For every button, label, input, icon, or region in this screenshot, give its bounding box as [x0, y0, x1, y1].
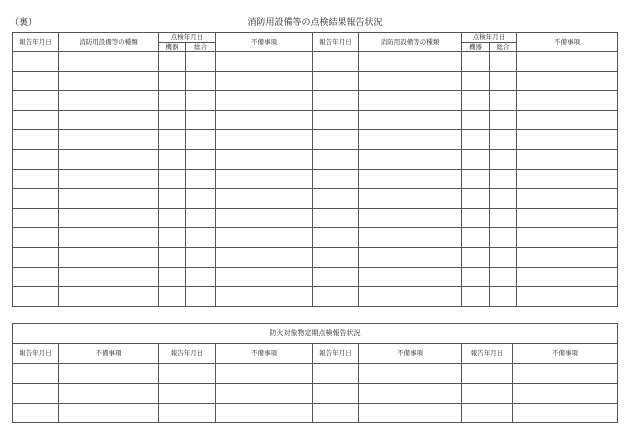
entry-cell[interactable]	[159, 52, 186, 72]
entry-cell[interactable]	[517, 71, 618, 91]
entry-cell[interactable]	[13, 267, 59, 287]
entry-cell[interactable]	[186, 130, 216, 150]
entry-cell[interactable]	[186, 208, 216, 228]
entry-cell[interactable]	[216, 364, 313, 384]
entry-cell[interactable]	[159, 110, 186, 130]
entry-cell[interactable]	[159, 208, 186, 228]
entry-cell[interactable]	[490, 130, 517, 150]
entry-cell[interactable]	[517, 149, 618, 169]
entry-cell[interactable]	[216, 169, 313, 189]
entry-cell[interactable]	[13, 287, 59, 307]
entry-cell[interactable]	[13, 149, 59, 169]
entry-cell[interactable]	[517, 247, 618, 267]
entry-cell[interactable]	[216, 110, 313, 130]
entry-cell[interactable]	[216, 287, 313, 307]
entry-cell[interactable]	[313, 208, 359, 228]
entry-cell[interactable]	[490, 247, 517, 267]
periodic-header: 報告年月日	[462, 344, 513, 364]
entry-cell[interactable]	[517, 267, 618, 287]
entry-cell[interactable]	[462, 287, 490, 307]
entry-cell[interactable]	[490, 267, 517, 287]
table-row	[13, 247, 618, 267]
entry-cell[interactable]	[186, 71, 216, 91]
entry-cell[interactable]	[313, 228, 359, 248]
periodic-header: 不備事項	[513, 344, 618, 364]
side-label: （裏）	[10, 18, 38, 28]
entry-cell[interactable]	[59, 91, 159, 111]
entry-cell[interactable]	[517, 228, 618, 248]
header-overall: 総合	[490, 42, 517, 52]
table-row	[13, 228, 618, 248]
entry-cell[interactable]	[313, 91, 359, 111]
entry-cell[interactable]	[216, 52, 313, 72]
entry-cell[interactable]	[216, 130, 313, 150]
entry-cell[interactable]	[13, 71, 59, 91]
entry-cell[interactable]	[490, 169, 517, 189]
entry-cell[interactable]	[359, 228, 462, 248]
entry-cell[interactable]	[216, 189, 313, 209]
entry-cell[interactable]	[186, 228, 216, 248]
entry-cell[interactable]	[13, 364, 59, 384]
entry-cell[interactable]	[13, 91, 59, 111]
entry-cell[interactable]	[462, 110, 490, 130]
entry-cell[interactable]	[59, 130, 159, 150]
entry-cell[interactable]	[186, 149, 216, 169]
entry-cell[interactable]	[59, 403, 159, 423]
entry-cell[interactable]	[462, 71, 490, 91]
entry-cell[interactable]	[517, 91, 618, 111]
periodic-header: 不備事項	[359, 344, 462, 364]
entry-cell[interactable]	[159, 228, 186, 248]
header-report-date: 報告年月日	[13, 33, 59, 52]
entry-cell[interactable]	[159, 267, 186, 287]
header-equipment-type: 消防用設備等の種類	[359, 33, 462, 52]
entry-cell[interactable]	[13, 247, 59, 267]
periodic-header: 報告年月日	[13, 344, 59, 364]
entry-cell[interactable]	[59, 364, 159, 384]
entry-cell[interactable]	[159, 403, 216, 423]
entry-cell[interactable]	[462, 169, 490, 189]
entry-cell[interactable]	[517, 189, 618, 209]
table-row	[13, 267, 618, 287]
entry-cell[interactable]	[462, 91, 490, 111]
inspection-rows	[13, 52, 618, 307]
entry-cell[interactable]	[13, 130, 59, 150]
entry-cell[interactable]	[517, 110, 618, 130]
header-defects: 不備事項	[517, 33, 618, 52]
entry-cell[interactable]	[490, 52, 517, 72]
entry-cell[interactable]	[313, 247, 359, 267]
periodic-rows	[13, 364, 618, 423]
entry-cell[interactable]	[13, 403, 59, 423]
table-row	[13, 91, 618, 111]
entry-cell[interactable]	[186, 110, 216, 130]
entry-cell[interactable]	[313, 110, 359, 130]
entry-cell[interactable]	[313, 71, 359, 91]
entry-cell[interactable]	[313, 383, 359, 403]
entry-cell[interactable]	[186, 287, 216, 307]
entry-cell[interactable]	[59, 169, 159, 189]
table-row	[13, 189, 618, 209]
entry-cell[interactable]	[359, 52, 462, 72]
entry-cell[interactable]	[313, 189, 359, 209]
header-equipment: 機器	[462, 42, 490, 52]
entry-cell[interactable]	[359, 169, 462, 189]
entry-cell[interactable]	[159, 149, 186, 169]
periodic-section-title: 防火対象物定期点検報告状況	[13, 324, 618, 344]
entry-cell[interactable]	[359, 383, 462, 403]
entry-cell[interactable]	[462, 189, 490, 209]
periodic-report-table	[12, 323, 618, 423]
entry-cell[interactable]	[313, 169, 359, 189]
entry-cell[interactable]	[359, 247, 462, 267]
entry-cell[interactable]	[462, 364, 513, 384]
entry-cell[interactable]	[216, 267, 313, 287]
entry-cell[interactable]	[216, 208, 313, 228]
entry-cell[interactable]	[186, 247, 216, 267]
entry-cell[interactable]	[517, 208, 618, 228]
entry-cell[interactable]	[159, 71, 186, 91]
entry-cell[interactable]	[186, 169, 216, 189]
header-inspection-date: 点検年月日	[159, 33, 216, 43]
entry-cell[interactable]	[359, 189, 462, 209]
entry-cell[interactable]	[59, 149, 159, 169]
entry-cell[interactable]	[462, 247, 490, 267]
table-row	[13, 287, 618, 307]
periodic-header: 不備事項	[216, 344, 313, 364]
periodic-header: 報告年月日	[159, 344, 216, 364]
form-title: 消防用設備等の点検結果報告状況	[247, 18, 383, 28]
entry-cell[interactable]	[13, 189, 59, 209]
periodic-header: 不備事項	[59, 344, 159, 364]
entry-cell[interactable]	[216, 403, 313, 423]
entry-cell[interactable]	[462, 208, 490, 228]
entry-cell[interactable]	[517, 169, 618, 189]
entry-cell[interactable]	[490, 208, 517, 228]
header-equipment-type: 消防用設備等の種類	[59, 33, 159, 52]
entry-cell[interactable]	[313, 364, 359, 384]
entry-cell[interactable]	[216, 383, 313, 403]
entry-cell[interactable]	[517, 52, 618, 72]
table-row	[13, 130, 618, 150]
entry-cell[interactable]	[359, 130, 462, 150]
entry-cell[interactable]	[159, 364, 216, 384]
table-row	[13, 208, 618, 228]
entry-cell[interactable]	[513, 403, 618, 423]
entry-cell[interactable]	[490, 149, 517, 169]
entry-cell[interactable]	[359, 110, 462, 130]
header-inspection-date: 点検年月日	[462, 33, 517, 43]
entry-cell[interactable]	[490, 228, 517, 248]
table-row	[13, 71, 618, 91]
entry-cell[interactable]	[313, 130, 359, 150]
entry-cell[interactable]	[216, 91, 313, 111]
entry-cell[interactable]	[490, 71, 517, 91]
entry-cell[interactable]	[159, 189, 186, 209]
entry-cell[interactable]	[462, 403, 513, 423]
entry-cell[interactable]	[59, 52, 159, 72]
entry-cell[interactable]	[517, 287, 618, 307]
entry-cell[interactable]	[13, 208, 59, 228]
entry-cell[interactable]	[59, 71, 159, 91]
entry-cell[interactable]	[313, 52, 359, 72]
entry-cell[interactable]	[186, 52, 216, 72]
entry-cell[interactable]	[186, 91, 216, 111]
entry-cell[interactable]	[490, 287, 517, 307]
entry-cell[interactable]	[359, 287, 462, 307]
entry-cell[interactable]	[159, 130, 186, 150]
entry-cell[interactable]	[313, 267, 359, 287]
entry-cell[interactable]	[513, 383, 618, 403]
entry-cell[interactable]	[359, 267, 462, 287]
table-row	[13, 52, 618, 72]
entry-cell[interactable]	[13, 383, 59, 403]
entry-cell[interactable]	[216, 149, 313, 169]
entry-cell[interactable]	[313, 403, 359, 423]
entry-cell[interactable]	[359, 208, 462, 228]
entry-cell[interactable]	[359, 71, 462, 91]
table-row	[13, 364, 618, 384]
entry-cell[interactable]	[517, 130, 618, 150]
table-row	[13, 169, 618, 189]
table-row	[13, 403, 618, 423]
entry-cell[interactable]	[490, 91, 517, 111]
table-row	[13, 149, 618, 169]
entry-cell[interactable]	[59, 208, 159, 228]
entry-cell[interactable]	[359, 403, 462, 423]
entry-cell[interactable]	[13, 228, 59, 248]
entry-cell[interactable]	[59, 287, 159, 307]
entry-cell[interactable]	[216, 71, 313, 91]
entry-cell[interactable]	[59, 383, 159, 403]
entry-cell[interactable]	[159, 91, 186, 111]
entry-cell[interactable]	[359, 149, 462, 169]
entry-cell[interactable]	[159, 247, 186, 267]
header-report-date: 報告年月日	[313, 33, 359, 52]
entry-cell[interactable]	[359, 364, 462, 384]
header-equipment: 機器	[159, 42, 186, 52]
entry-cell[interactable]	[490, 110, 517, 130]
entry-cell[interactable]	[216, 228, 313, 248]
entry-cell[interactable]	[359, 91, 462, 111]
entry-cell[interactable]	[59, 267, 159, 287]
entry-cell[interactable]	[159, 169, 186, 189]
entry-cell[interactable]	[13, 169, 59, 189]
entry-cell[interactable]	[13, 110, 59, 130]
entry-cell[interactable]	[186, 189, 216, 209]
entry-cell[interactable]	[59, 189, 159, 209]
entry-cell[interactable]	[462, 130, 490, 150]
entry-cell[interactable]	[462, 52, 490, 72]
entry-cell[interactable]	[59, 110, 159, 130]
table-row	[13, 110, 618, 130]
entry-cell[interactable]	[462, 267, 490, 287]
entry-cell[interactable]	[513, 364, 618, 384]
entry-cell[interactable]	[313, 149, 359, 169]
entry-cell[interactable]	[186, 267, 216, 287]
header-defects: 不備事項	[216, 33, 313, 52]
header-overall: 総合	[186, 42, 216, 52]
entry-cell[interactable]	[490, 189, 517, 209]
entry-cell[interactable]	[59, 228, 159, 248]
entry-cell[interactable]	[13, 52, 59, 72]
entry-cell[interactable]	[462, 149, 490, 169]
entry-cell[interactable]	[462, 383, 513, 403]
periodic-header: 報告年月日	[313, 344, 359, 364]
entry-cell[interactable]	[216, 247, 313, 267]
table-row	[13, 383, 618, 403]
entry-cell[interactable]	[59, 247, 159, 267]
entry-cell[interactable]	[159, 383, 216, 403]
entry-cell[interactable]	[462, 228, 490, 248]
inspection-report-table	[12, 32, 618, 307]
entry-cell[interactable]	[159, 287, 186, 307]
entry-cell[interactable]	[313, 287, 359, 307]
